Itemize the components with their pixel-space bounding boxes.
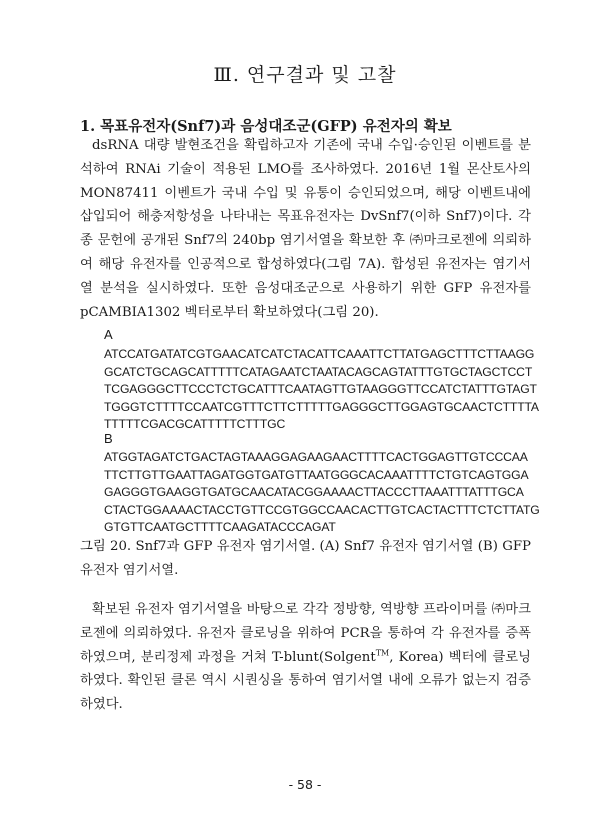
sequence-b-line: GTGTTCAATGCTTTTCAAGATACCCAGAT <box>104 520 336 534</box>
body-paragraph-2-text: 확보된 유전자 염기서열을 바탕으로 각각 정방향, 역방향 프라이머를 ㈜마크로젠에 의뢰하였다. 유전자 클로닝을 위하여 PCR을 통하여 각 유전자를 증폭하였으며, 분리정제 과정을 거쳐 T-blunt(Solgent <box>80 602 531 665</box>
sequence-a-line: GCATCTGCAGCATTTTTCATAGAATCTAATACAGCAGTATTTGTGCTAGCTCCT <box>104 364 533 379</box>
sequence-a-line: TGGGTCTTTTCCAATCGTTTCTTCTTTTTGAGGGCTTGGAGTGCAACTCTTTTA <box>104 399 539 414</box>
chapter-title: Ⅲ. 연구결과 및 고찰 <box>213 64 397 86</box>
page-number: - 58 - <box>288 777 322 792</box>
sequence-b-line: TTCTTGTTGAATTAGATGGTGATGTTAATGGGCACAAATTTTCTGTCAGTGGA <box>104 467 529 482</box>
body-paragraph-2-text-cont: , Korea) 벡터에 클로닝하였다. 확인된 클론 역시 시퀀싱을 통하여 염기서열 내에 오류가 없는지 검증하였다. <box>80 649 531 713</box>
sequence-b-line: ATGGTAGATCTGACTAGTAAAGGAGAAGAACTTTTCACTGGAGTTGTCCCAA <box>104 450 528 464</box>
sequence-b-label: B <box>104 431 113 446</box>
sequence-a-line: ATCCATGATATCGTGAACATCATCTACATTCAAATTCTTATGAGCTTTCTTAAGG <box>104 347 535 361</box>
sequence-a-label: A <box>104 327 113 342</box>
sequence-b-block <box>104 449 544 537</box>
sequence-b-line: GAGGGTGAAGGTGATGCAACATACGGAAAACTTACCCTTAAATTTATTTGCA <box>104 485 524 499</box>
sequence-a-block <box>104 346 544 434</box>
sequence-b-line: CTACTGGAAAACTACCTGTTCCGTGGCCAACACTTGTCACTACTTTCTCTTATG <box>104 502 540 517</box>
sequence-a-line: TCGAGGGCTTCCCTCTGCATTTCAATAGTTGTAAGGGTTCCATCTATTTGTAGT <box>104 382 537 396</box>
trademark-mark: TM <box>375 648 390 658</box>
body-paragraph-1: dsRNA 대량 발현조건을 확립하고자 기존에 국내 수입·승인된 이벤트를 분석하여 RNAi 기술이 적용된 LMO를 조사하였다. 2016년 1월 몬산토사의 MON87411 이벤트가 국내 수입 및 유통이 승인되었으며, 해당 이벤트내에 삽입되어 해충저항성을 나타내는 목표유전자는 DvSnf7(이하 Snf7)이다. 각종 문헌에 공개된 Snf7의 240bp 염기서열을 확보한 후 ㈜마크로젠에 의뢰하여 해당 유전자를 인공적으로 합성하였다(그림 7A). 합성된 유전자는 염기서열 분석을 실시하였다. 또한 음성대조군으로 사용하기 위한 GFP 유전자를 pCAMBIA1302 벡터로부터 확보하였다(그림 20). <box>80 138 531 320</box>
figure-caption: 그림 20. Snf7과 GFP 유전자 염기서열. (A) Snf7 유전자 염기서열 (B) GFP 유전자 염기서열. <box>80 539 531 578</box>
body-paragraph-2 <box>80 598 531 717</box>
sequence-a-line: TTTTTCGACGCATTTTTCTTTGC <box>104 417 286 431</box>
section-heading: 1. 목표유전자(Snf7)과 음성대조군(GFP) 유전자의 확보 <box>80 118 452 135</box>
